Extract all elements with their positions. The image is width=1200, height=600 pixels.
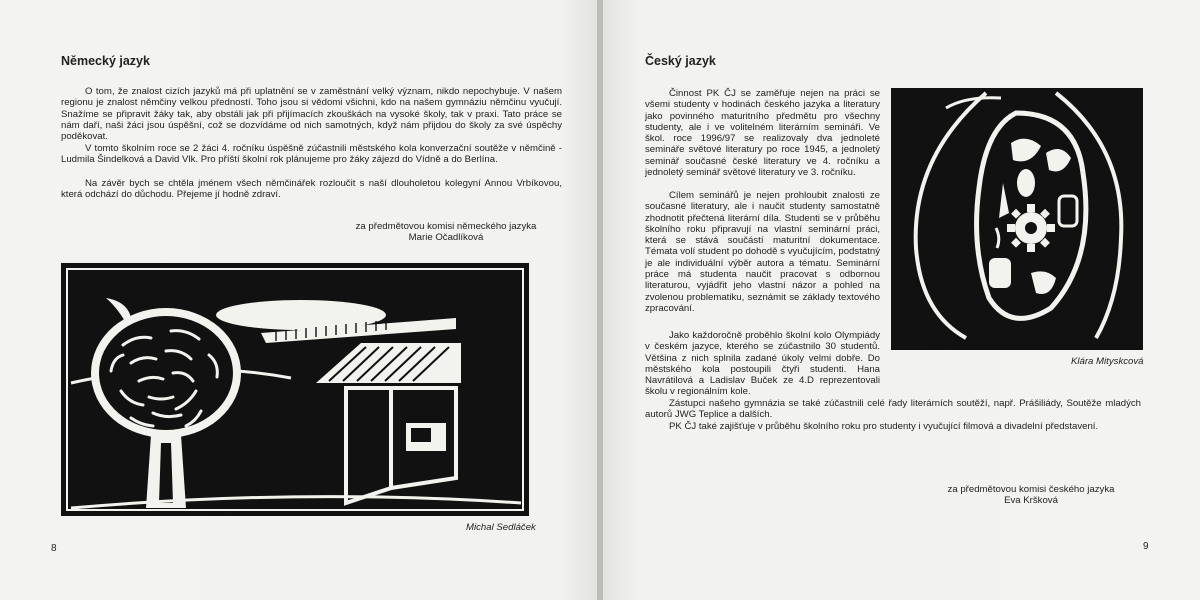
right-page	[603, 0, 1200, 600]
left-artwork-caption: Michal Sedláček	[466, 522, 536, 533]
right-page-title: Český jazyk	[645, 54, 716, 68]
left-page-title: Německý jazyk	[61, 54, 150, 68]
left-paragraph-1: O tom, že znalost cizích jazyků má při uplatnění se v zaměstnání velký význam, nikdo nepochybuje. V našem regionu je znalost němčiny velkou předností. Toho jsou si vědomi všichni, kdo na našem gymnáziu němčinu vyučují. Snažíme se připravit žáky tak, aby obstáli jak při přijímacích zkouškách na vysoké školy, tak v praxi. Tato práce se nám daří, naši žáci jsou úspěšní, což se dozvídáme od nich samotných, když nám přijdou do školy za své úspěchy poděkovat.	[61, 86, 562, 143]
linocut-face-artwork	[891, 88, 1143, 350]
right-signature-line1: za předmětovou komisi českého jazyka	[947, 484, 1115, 495]
right-artwork-caption: Klára Mityskcová	[1071, 356, 1144, 367]
right-paragraph-2: Cílem seminářů je nejen prohloubit znalosti ze současné literatury, ale i naučit studenty samostatně zhodnotit přečtená literární díla. Studenti se v průběhu školního roku připravují na vlastní seminární práci, která se stává součástí maturitní dokumentace. Témata volí student po dohodě s vyučujícím, podstatný je ale individuální výběr autora a tématu. Seminární práce má studenta naučit pracovat s odbornou literaturou, vyjádřit jeho vlastní názor a pohled na zvolenou problematiku, seznámit se základy textového zpracování.	[645, 190, 880, 314]
right-signature	[915, 484, 1147, 507]
left-signature-line1: za předmětovou komisi německého jazyka	[355, 221, 537, 232]
right-paragraph-5: PK ČJ také zajišťuje v průběhu školního roku pro studenty i vyučující filmová a divadelní představení.	[669, 421, 1099, 432]
right-signature-name: Eva Kršková	[1004, 495, 1058, 507]
left-page	[0, 0, 597, 600]
left-signature	[330, 221, 562, 244]
linocut-tree-house-image	[61, 263, 529, 516]
right-paragraph-1: Činnost PK ČJ se zaměřuje nejen na práci se všemi studenty v hodinách českého jazyka a literatury jako povinného maturitního předmětu pro všechny studenty, ale i ve volitelném literárním semináři. Ve škol. roce 1996/97 se realizovaly dva jednoleté semináře světové literatury po roce 1945, a jednoletý seminář současné české literatury ve 4. ročníku a jednoletý seminář světové literatury ve 3. ročníku.	[645, 88, 880, 179]
linocut-tree-house-artwork	[61, 263, 529, 516]
left-page-number: 8	[51, 543, 57, 554]
left-signature-name: Marie Očadlíková	[408, 232, 484, 244]
right-paragraph-4: Zástupci našeho gymnázia se také zúčastnili celé řady literárních soutěží, např. Prášiliády, Soutěže mladých autorů JWG Teplice a dalších.	[645, 398, 1141, 421]
linocut-face-image	[891, 88, 1143, 350]
right-page-number: 9	[1143, 541, 1149, 552]
right-paragraph-3: Jako každoročně proběhlo školní kolo Olympiády v českém jazyce, kterého se zúčastnilo 30 studentů. Většina z nich splnila zadané úkoly velmi dobře. Do městského kola postoupili čtyři studenti. Hana Navrátilová a Ladislav Buček ze 4.D reprezentovali školu v regionálním kole.	[645, 330, 880, 398]
left-paragraph-2: V tomto školním roce se 2 žáci 4. ročníku úspěšně zúčastnili městského kola konverzační soutěže v němčině - Ludmila Šindelková a David Vlk. Pro příští školní rok plánujeme pro žáky zájezd do Vídně a do Berlína.	[61, 143, 562, 166]
left-paragraph-3: Na závěr bych se chtěla jménem všech němčinářek rozloučit s naší dlouholetou kolegyní Annou Vrbíkovou, která odchází do důchodu. Přejeme jí hodně zdraví.	[61, 178, 562, 201]
